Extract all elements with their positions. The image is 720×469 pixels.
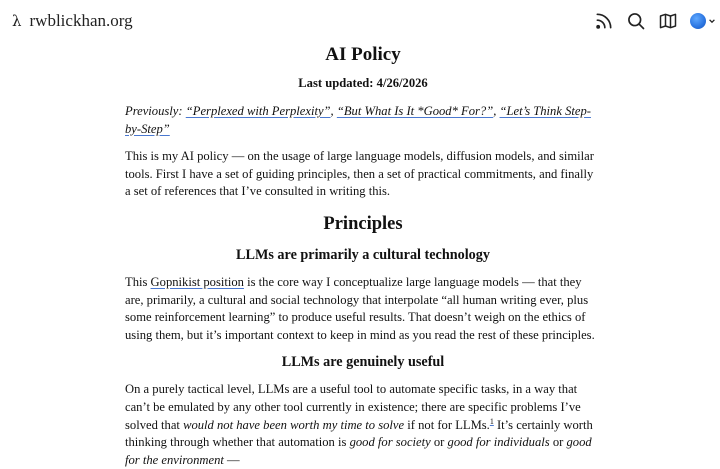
emphasis-text: would not have been worth my time to solve — [183, 417, 405, 432]
top-bar — [0, 0, 720, 44]
genuinely-useful-paragraph — [125, 381, 601, 469]
link-perplexed-with-perplexity[interactable]: “Perplexed with Perplexity” — [185, 104, 331, 118]
link-gopnikist-position[interactable]: Gopnikist position — [150, 274, 244, 289]
link-but-what-is-it-good-for[interactable]: “But What Is It *Good* For?” — [336, 104, 494, 118]
last-updated: Last updated: 4/26/2026 — [298, 76, 428, 90]
previously-line: Previously: “Perplexed with Perplexity”, “But What Is It *Good* For?”, “Let’s Think Step-by-Step” — [125, 104, 591, 136]
link-lets-think-step-by-step[interactable]: “Let’s Think Step-by-Step” — [125, 104, 591, 136]
para-text: or — [549, 435, 567, 450]
para-text: if not for LLMs. — [404, 417, 490, 432]
emphasis-text: good for individuals — [447, 435, 550, 450]
para-text: is the core way I conceptualize large language models — that they are, primarily, a cultural and social technology that interpolate “all human writing ever, plus some reinforcement learning” to produce useful results. That doesn’t weigh on the ethics of using them, but it’s important context to keep in mind as you read the rest of these principles. — [125, 274, 595, 342]
emphasis-text: good for society — [349, 435, 431, 450]
site-brand-link[interactable] — [12, 11, 133, 31]
article — [125, 40, 601, 469]
subsection-title-cultural-technology: LLMs are primarily a cultural technology — [236, 246, 490, 263]
rss-icon[interactable] — [594, 11, 614, 31]
cultural-technology-paragraph — [125, 274, 601, 344]
search-icon[interactable] — [626, 11, 646, 31]
para-text: or — [430, 435, 448, 450]
page-title: AI Policy — [325, 44, 401, 65]
emphasis-text: good for the environment — [125, 435, 592, 467]
para-text: This — [125, 274, 151, 289]
section-title-principles: Principles — [323, 213, 403, 234]
chevron-down-icon — [708, 17, 716, 25]
para-text: It’s certainly worth thinking through whether that automation is — [125, 417, 593, 450]
para-text: On a purely tactical level, LLMs are a useful tool to automate specific tasks, in a way that can’t be emulated by any other tool currently in existence; there are specific problems I’ve solved that — [125, 382, 581, 432]
intro-paragraph: This is my AI policy — on the usage of large language models, diffusion models, and similar tools. First I have a set of guiding principles, then a set of practical commitments, and finally a set of references that I’ve consulted in writing this. — [125, 149, 594, 199]
site-name: rwblickhan.org — [29, 11, 133, 30]
footnote-link[interactable]: 1 — [489, 416, 494, 426]
theme-dot-icon — [690, 13, 706, 29]
subsection-title-genuinely-useful: LLMs are genuinely useful — [281, 354, 445, 371]
lambda-logo-icon: λ — [12, 12, 22, 30]
header-actions — [594, 11, 716, 31]
theme-switcher[interactable] — [690, 13, 716, 29]
map-icon[interactable] — [658, 11, 678, 31]
previously-label: Previously: — [125, 104, 183, 118]
para-text: — — [223, 452, 240, 467]
